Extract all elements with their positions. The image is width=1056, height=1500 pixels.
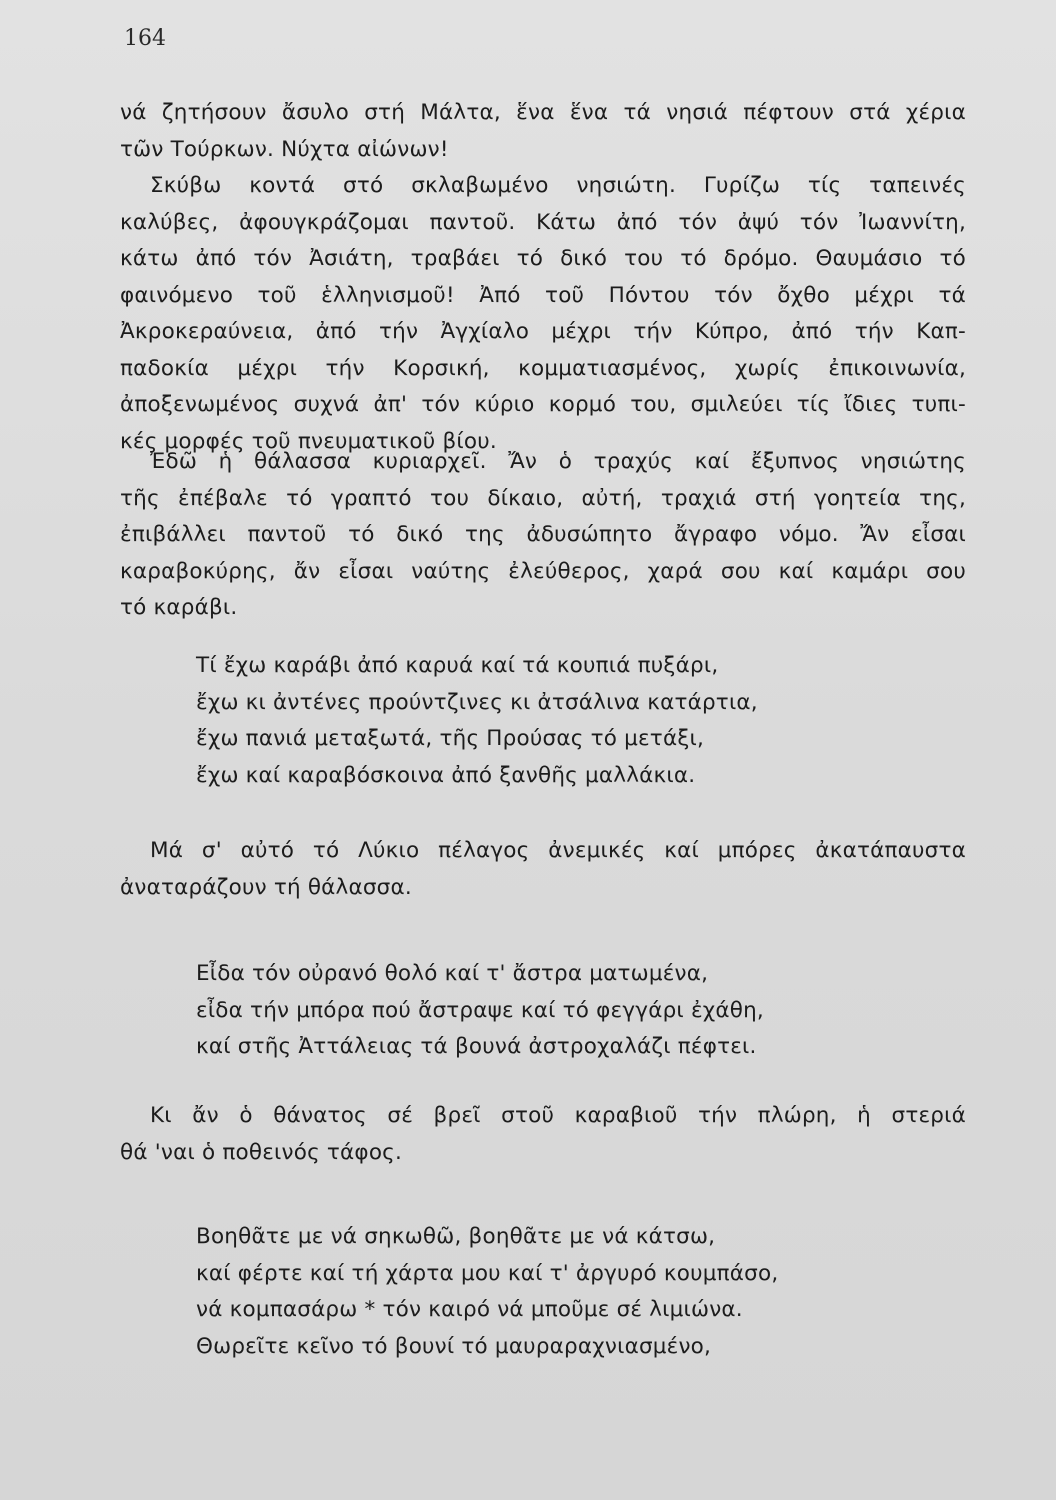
- text-line: καραβοκύρης, ἄν εἶσαι ναύτης ἐλεύθερος, χαρά σου καί καμάρι σου: [120, 558, 966, 584]
- verse-stanza-2: [196, 956, 956, 1066]
- verse-stanza-3: [196, 1219, 956, 1365]
- paragraph-4: [120, 833, 966, 906]
- verse-stanza-1: [196, 648, 956, 794]
- text-line: τό καράβι.: [120, 595, 238, 620]
- text-line: Κι ἄν ὁ θάνατος σέ βρεῖ στοῦ καραβιοῦ τήν πλώρη, ἡ στεριά: [150, 1103, 966, 1128]
- text-line: κές μορφές τοῦ πνευματικοῦ βίου.: [120, 428, 497, 454]
- text-line: Σκύβω κοντά στό σκλαβωμένο νησιώτη. Γυρίζω τίς ταπεινές: [150, 173, 966, 198]
- verse-line: ἔχω κι ἀντένες προύντζινες κι ἀτσάλινα κατάρτια,: [196, 689, 758, 715]
- verse-line: ἔχω καί καραβόσκοινα ἀπό ξανθῆς μαλλάκια.: [196, 762, 696, 788]
- text-line: παδοκία μέχρι τήν Κορσική, κομματιασμένος, χωρίς ἐπικοινωνία,: [120, 355, 966, 381]
- text-line: τῶν Τούρκων. Νύχτα αἰώνων!: [120, 136, 449, 162]
- verse-line: καί φέρτε καί τή χάρτα μου καί τ' ἀργυρό κουμπάσο,: [196, 1260, 779, 1286]
- text-line: ἀποξενωμένος συχνά ἀπ' τόν κύριο κορμό του, σμιλεύει τίς ἴδιες τυπι-: [120, 392, 966, 417]
- verse-line: Θωρεῖτε κεῖνο τό βουνί τό μαυραραχνιασμένο,: [196, 1333, 712, 1359]
- text-line: Ἐδῶ ἡ θάλασσα κυριαρχεῖ. Ἄν ὁ τραχύς καί ἔξυπνος νησιώτης: [150, 449, 966, 474]
- paragraph-5: [120, 1098, 966, 1171]
- verse-line: νά κομπασάρω * τόν καιρό νά μποῦμε σέ λιμιώνα.: [196, 1297, 743, 1322]
- text-line: θά 'ναι ὁ ποθεινός τάφος.: [120, 1139, 403, 1165]
- text-line: ἀναταράζουν τή θάλασσα.: [120, 874, 412, 900]
- verse-line: καί στῆς Ἀττάλειας τά βουνά ἀστροχαλάζι πέφτει.: [196, 1034, 757, 1059]
- page-number: 164: [124, 26, 166, 51]
- paragraph-1: [120, 95, 966, 168]
- text-line: τῆς ἐπέβαλε τό γραπτό του δίκαιο, αὐτή, τραχιά στή γοητεία της,: [120, 485, 966, 511]
- text-line: ἐπιβάλλει παντοῦ τό δικό της ἀδυσώπητο ἄγραφο νόμο. Ἄν εἶσαι: [120, 522, 966, 547]
- paragraph-3: [120, 444, 966, 627]
- text-line: νά ζητήσουν ἄσυλο στή Μάλτα, ἕνα ἕνα τά νησιά πέφτουν στά χέρια: [120, 100, 966, 125]
- verse-line: Τί ἔχω καράβι ἀπό καρυά καί τά κουπιά πυξάρι,: [196, 653, 719, 678]
- verse-line: Εἶδα τόν οὐρανό θολό καί τ' ἄστρα ματωμένα,: [196, 961, 709, 986]
- text-line: Μά σ' αὐτό τό Λύκιο πέλαγος ἀνεμικές καί μπόρες ἀκατάπαυστα: [150, 838, 966, 863]
- verse-line: Βοηθᾶτε με νά σηκωθῶ, βοηθᾶτε με νά κάτσω,: [196, 1224, 716, 1249]
- verse-line: εἶδα τήν μπόρα πού ἄστραψε καί τό φεγγάρι ἐχάθη,: [196, 997, 764, 1023]
- paragraph-2: [120, 168, 966, 460]
- verse-line: ἔχω πανιά μεταξωτά, τῆς Προύσας τό μετάξι,: [196, 726, 705, 751]
- text-line: φαινόμενο τοῦ ἑλληνισμοῦ! Ἀπό τοῦ Πόντου τόν ὄχθο μέχρι τά: [120, 282, 966, 308]
- text-line: καλύβες, ἀφουγκράζομαι παντοῦ. Κάτω ἀπό τόν ἀψύ τόν Ἰωαννίτη,: [120, 209, 966, 235]
- text-line: Ἀκροκεραύνεια, ἀπό τήν Ἀγχίαλο μέχρι τήν Κύπρο, ἀπό τήν Καπ-: [120, 319, 966, 344]
- text-line: κάτω ἀπό τόν Ἀσιάτη, τραβάει τό δικό του τό δρόμο. Θαυμάσιο τό: [120, 246, 966, 271]
